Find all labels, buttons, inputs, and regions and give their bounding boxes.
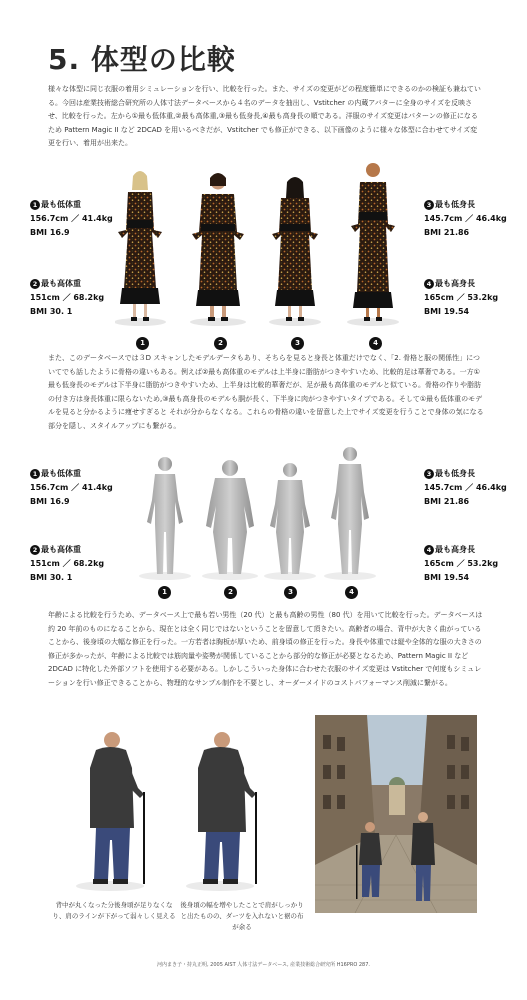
label-lowest-weight [30, 198, 113, 240]
label-lowest-height [424, 198, 507, 240]
dressed-avatar-3 [269, 177, 321, 326]
caption-before: 背中が丸くなった分後身頃が足りなくなり、肩のラインが下がって弱々しく見える [52, 901, 176, 920]
label-number-badge: 4 [424, 545, 434, 555]
label-size: 165cm ／ 53.2kg [424, 293, 499, 302]
label-bmi: BMI 19.54 [424, 307, 470, 316]
skeleton-paragraph: また、このデータベースでは３D スキャンしたモデルデータもあり、そちらを見ると身長と体重だけでなく、「2. 骨格と服の関係性」についてでも話したように骨格の違いもある。例えば②最も高体重のモデルは上半身に脂肪がつきやすいため、比較的足は華奢である。一方①最も低身長のモデルは下半身に脂肪がつきやすいため、上半身は比較的華奢だが、足が最も高体重のモデルと似ている。骨格の作りや脂肪の付き方は身長体重に限らないため,③最も高身長のモデルも胴が長く、下半身に肉がつきやすいタイプである。そして①最も低体重のモデルを見ると分かるように痩せすぎると それが分からなくなる。これらの骨格の違いを留意した上でサイズ変更を行うことで身体の気になる部分を隠し、スタイルアップにも繋がる。 [48, 354, 484, 430]
figure1-left-labels [30, 198, 113, 319]
figure1-number-1: 1 [136, 337, 149, 350]
label-lowest-weight [30, 467, 113, 509]
label-size: 145.7cm ／ 46.4kg [424, 214, 507, 223]
label-number-badge: 2 [30, 279, 40, 289]
figure2-number-4: 4 [345, 586, 358, 599]
figure1-number-3: 3 [291, 337, 304, 350]
elderly-avatar-after [186, 732, 257, 891]
label-number-badge: 2 [30, 545, 40, 555]
reference-citation: 河内まき子・持丸正明, 2005 AIST 人体寸法データベース, 産業技術総合研究所 H16PRO 287. [157, 962, 370, 968]
label-bmi: BMI 19.54 [424, 573, 470, 582]
label-name: 最も低身長 [435, 469, 475, 478]
figure1-number-2: 2 [214, 337, 227, 350]
elderly-avatars-figure [70, 728, 300, 893]
label-highest-weight [30, 277, 113, 319]
label-size: 156.7cm ／ 41.4kg [30, 214, 113, 223]
label-size: 151cm ／ 68.2kg [30, 559, 105, 568]
figure1-right-labels [424, 198, 507, 319]
label-highest-height [424, 277, 507, 319]
figure2-number-2: 2 [224, 586, 237, 599]
label-name: 最も低体重 [41, 200, 81, 209]
scan-bodies-figure [130, 440, 400, 585]
figure2-right-labels [424, 467, 507, 585]
dressed-avatar-4 [347, 163, 399, 326]
label-bmi: BMI 16.9 [30, 228, 70, 237]
label-bmi: BMI 21.86 [424, 497, 470, 506]
label-number-badge: 3 [424, 469, 434, 479]
label-name: 最も高身長 [435, 279, 475, 288]
label-name: 最も高体重 [41, 545, 81, 554]
scan-body-3 [264, 463, 316, 580]
label-highest-height [424, 543, 507, 585]
label-highest-weight [30, 543, 113, 585]
dressed-avatars-figure [115, 160, 415, 335]
label-number-badge: 3 [424, 200, 434, 210]
label-size: 145.7cm ／ 46.4kg [424, 483, 507, 492]
elderly-avatar-before [76, 732, 145, 891]
label-name: 最も高体重 [41, 279, 81, 288]
age-comparison-paragraph: 年齢による比較を行うため、データベース上で最も若い男性（20 代）と最も高齢の男性（80 代）を用いて比較を行った。データベースは約 20 年前のものになることから、現在とは全く同じではないということを留意して頂きたい。高齢者の場合、背中が大きく曲がっていることから、後身頃の大幅な修正を行った。一方若者は胸板が厚いため、前身頃の修正を行った。身長や体重では縦や全体的な服の大きさの修正が多かったが、年齢による比較では筋肉量や姿勢が関係していることから部分的な修正が必要となるため、Pattern Magic II など 2DCAD に特化した外部ソフトを使用する必要がある。しかしこういった身体に合わせた衣服のサイズ変更は Vstitcher で何度もシミュレーションを行い修正できることから、物理的なサンプル制作を不要とし、オーダーメイドのコストパフォーマンス削減に繋がる。 [48, 611, 483, 687]
page-title: 5. 体型の比較 [48, 43, 236, 76]
label-number-badge: 4 [424, 279, 434, 289]
caption-after: 後身頃の幅を増やしたことで肩がしっかりと出たものの、ダーツを入れないと裾の布が余る [180, 901, 304, 931]
label-bmi: BMI 30. 1 [30, 573, 73, 582]
intro-paragraph: 様々な体型に同じ衣服の着用シミュレーションを行い、比較を行った。また、サイズの変更がどの程度簡単にできるのかの検証も兼ねている。今回は産業技術総合研究所の人体寸法データベースから４名のデータを抽出し、Vstitcher の内蔵アバターに全身のサイズを反映させ、比較を行った。左から①最も低体重,②最も高体重,③最も低身長,④最も高身長の順である。洋服のサイズ変更はパターンの修正になるため Pattern Magic II など 2DCAD を用いるべきだが、Vstitcher でも修正ができる、以下画像のように様々な体型に合わせてサイズ変更を行い、着用が出来た。 [48, 85, 481, 148]
label-name: 最も低体重 [41, 469, 81, 478]
figure1-number-4: 4 [369, 337, 382, 350]
label-number-badge: 1 [30, 200, 40, 210]
figure2-number-1: 1 [158, 586, 171, 599]
label-size: 165cm ／ 53.2kg [424, 559, 499, 568]
scan-body-1 [139, 457, 191, 580]
label-name: 最も低身長 [435, 200, 475, 209]
label-bmi: BMI 21.86 [424, 228, 470, 237]
figure2-number-3: 3 [284, 586, 297, 599]
label-bmi: BMI 30. 1 [30, 307, 73, 316]
dressed-avatar-2 [190, 173, 246, 326]
label-lowest-height [424, 467, 507, 509]
label-number-badge: 1 [30, 469, 40, 479]
scan-body-4 [324, 447, 376, 580]
figure2-left-labels [30, 467, 113, 585]
street-composite-photo [315, 715, 477, 913]
label-size: 156.7cm ／ 41.4kg [30, 483, 113, 492]
dressed-avatar-1 [115, 171, 166, 326]
label-name: 最も高身長 [435, 545, 475, 554]
label-size: 151cm ／ 68.2kg [30, 293, 105, 302]
scan-body-2 [202, 460, 258, 580]
label-bmi: BMI 16.9 [30, 497, 70, 506]
